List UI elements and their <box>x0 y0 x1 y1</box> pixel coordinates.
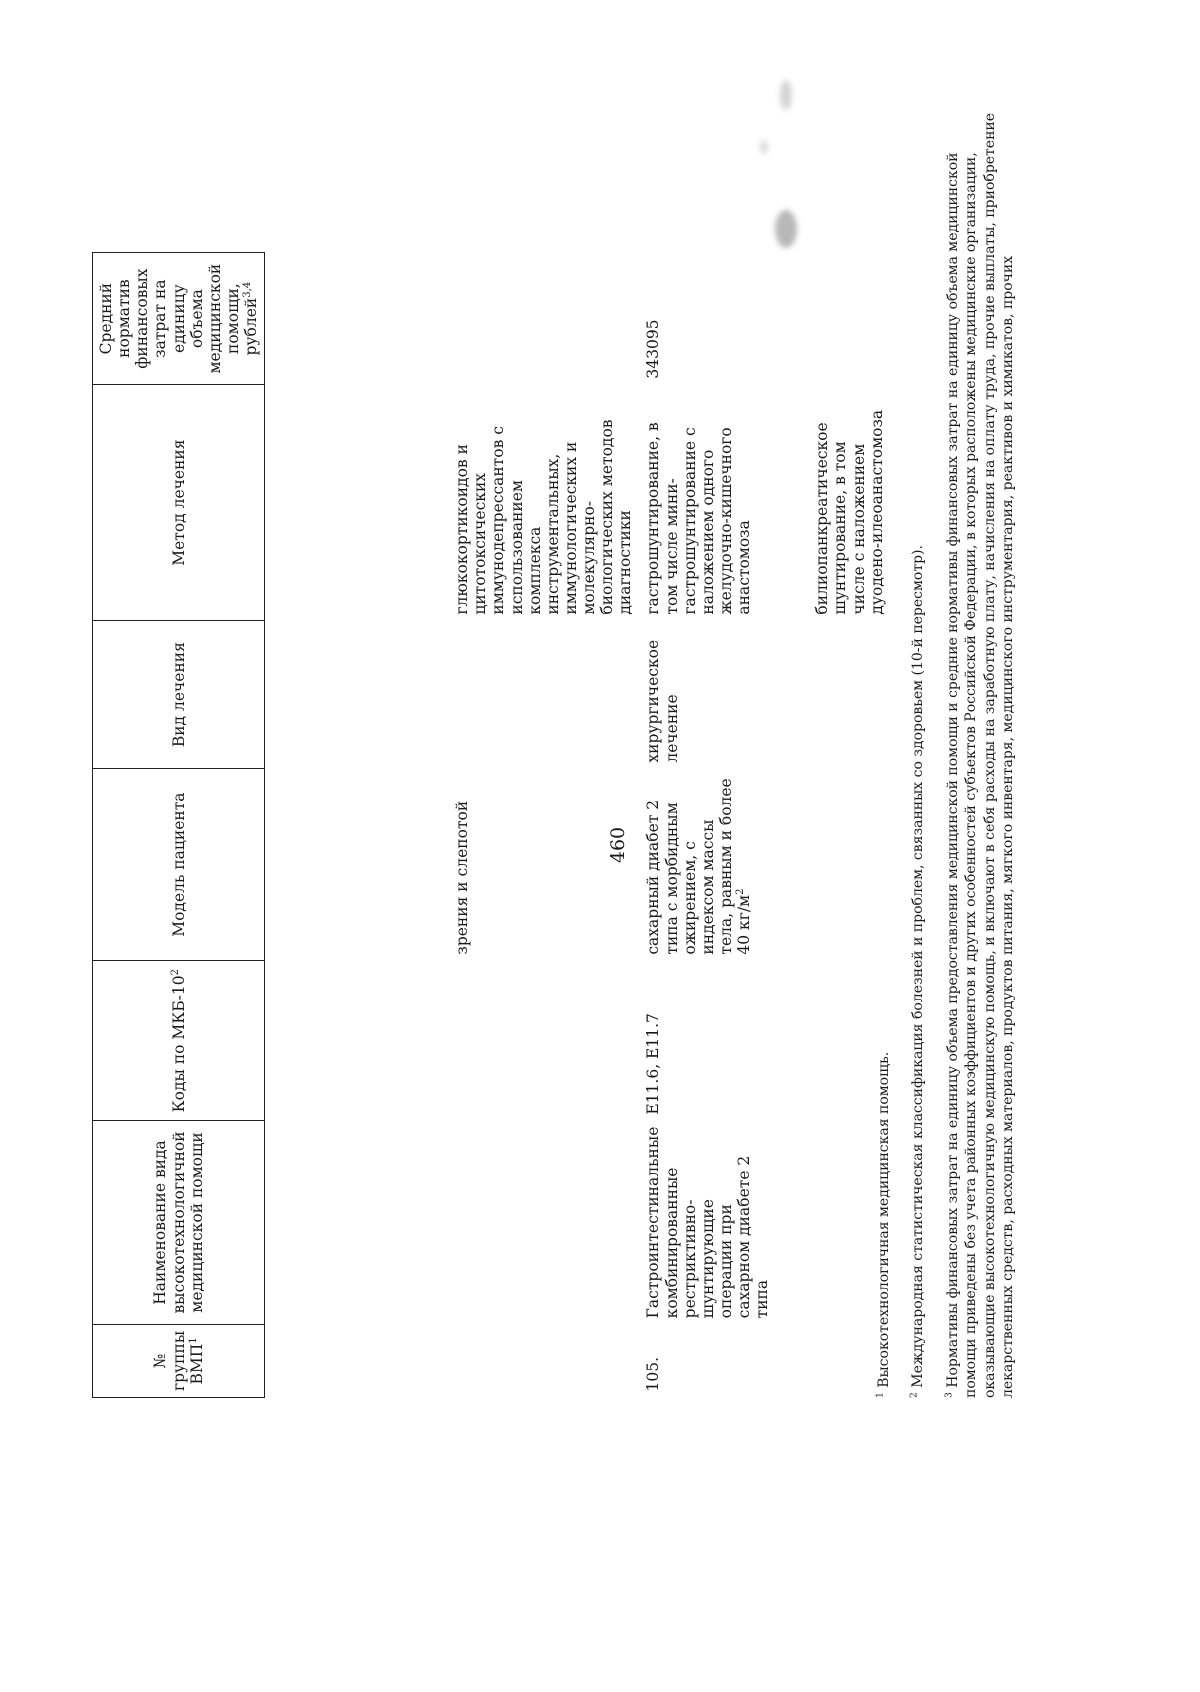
scan-smudge <box>775 210 797 248</box>
header-patient-model: Модель пациента <box>93 769 265 961</box>
row-105-number: 105. <box>644 1356 663 1392</box>
row-105-treatment-type: хирургическое лечение <box>644 639 681 763</box>
row-105-codes: E11.6, E11.7 <box>644 1013 663 1115</box>
row-105-method-1: гастрошунтирование, в том числе мини-гастрошунтирование с наложением одного желудочно-кишечного анастомоза <box>644 422 753 615</box>
header-vmp-name: Наименование вида высокотехнологичной медицинской помощи <box>93 1121 265 1325</box>
scan-smudge <box>780 80 792 110</box>
footnote-1: $^1$ Высокотехнологичная медицинская помощь. <box>875 1051 892 1398</box>
header-icd-codes: Коды по МКБ-$10^2$ <box>93 961 265 1121</box>
header-average-cost: Средний норматив финансовых затрат на единицу объема медицинской помощи, рублей$^{3,4}$ <box>93 253 265 385</box>
row-105-patient-model: сахарный диабет 2 типа с морбидным ожирением, с индексом массы тела, равным и более 40 $кг/м^2$ <box>644 778 753 955</box>
continued-treatment-method: глюкокортикоидов и цитотоксических иммунодепрессантов с использованием комплекса инструментальных, иммунологических и молекулярно-биологических методов диагностики <box>453 419 635 615</box>
header-group-number: № группы ВМП$^1$ <box>93 1324 265 1397</box>
row-105-method-2: билиопанкреатическое шунтирование, в том числе с наложением дуодено-илеоанастомоза <box>813 409 886 615</box>
page-number: 460 <box>607 826 629 864</box>
table-row <box>775 253 890 1398</box>
table-header-row <box>93 253 265 1398</box>
footnote-2: $^2$ Международная статистическая классификация болезней и проблем, связанных со здоровьем (10-й пересмотр). <box>909 545 927 1398</box>
row-105-cost: 343095 <box>644 319 663 379</box>
header-treatment-type: Вид лечения <box>93 621 265 769</box>
table-row <box>638 253 775 1398</box>
vmp-table <box>92 252 890 1398</box>
row-105-name: Гастроинтестинальные комбинированные рестриктивно-шунтирующие операции при сахарном диабете 2 типа <box>644 1126 772 1319</box>
footnotes <box>875 98 1034 1398</box>
footnote-3: $^3$ Нормативы финансовых затрат на единицу объема предоставления медицинской помощи и средние нормативы финансовых затрат на единицу объема медицинской помощи приведены без учета районных коэффициентов и других особенностей субъектов Российской Федерации, в которых расположены медицинские организации, оказывающие высокотехнологичную медицинскую помощь, и включают в себя расходы на заработную плату, начисления на оплату труда, прочие выплаты, приобретение лекарственных средств, расходных материалов, продуктов питания, мягкого инвентаря, медицинского инструментария, реактивов и химикатов, прочих <box>944 112 1017 1398</box>
header-treatment-method: Метод лечения <box>93 385 265 621</box>
table-row <box>265 253 639 1398</box>
scan-smudge <box>760 140 768 154</box>
continued-patient-model: зрения и слепотой <box>453 800 472 955</box>
